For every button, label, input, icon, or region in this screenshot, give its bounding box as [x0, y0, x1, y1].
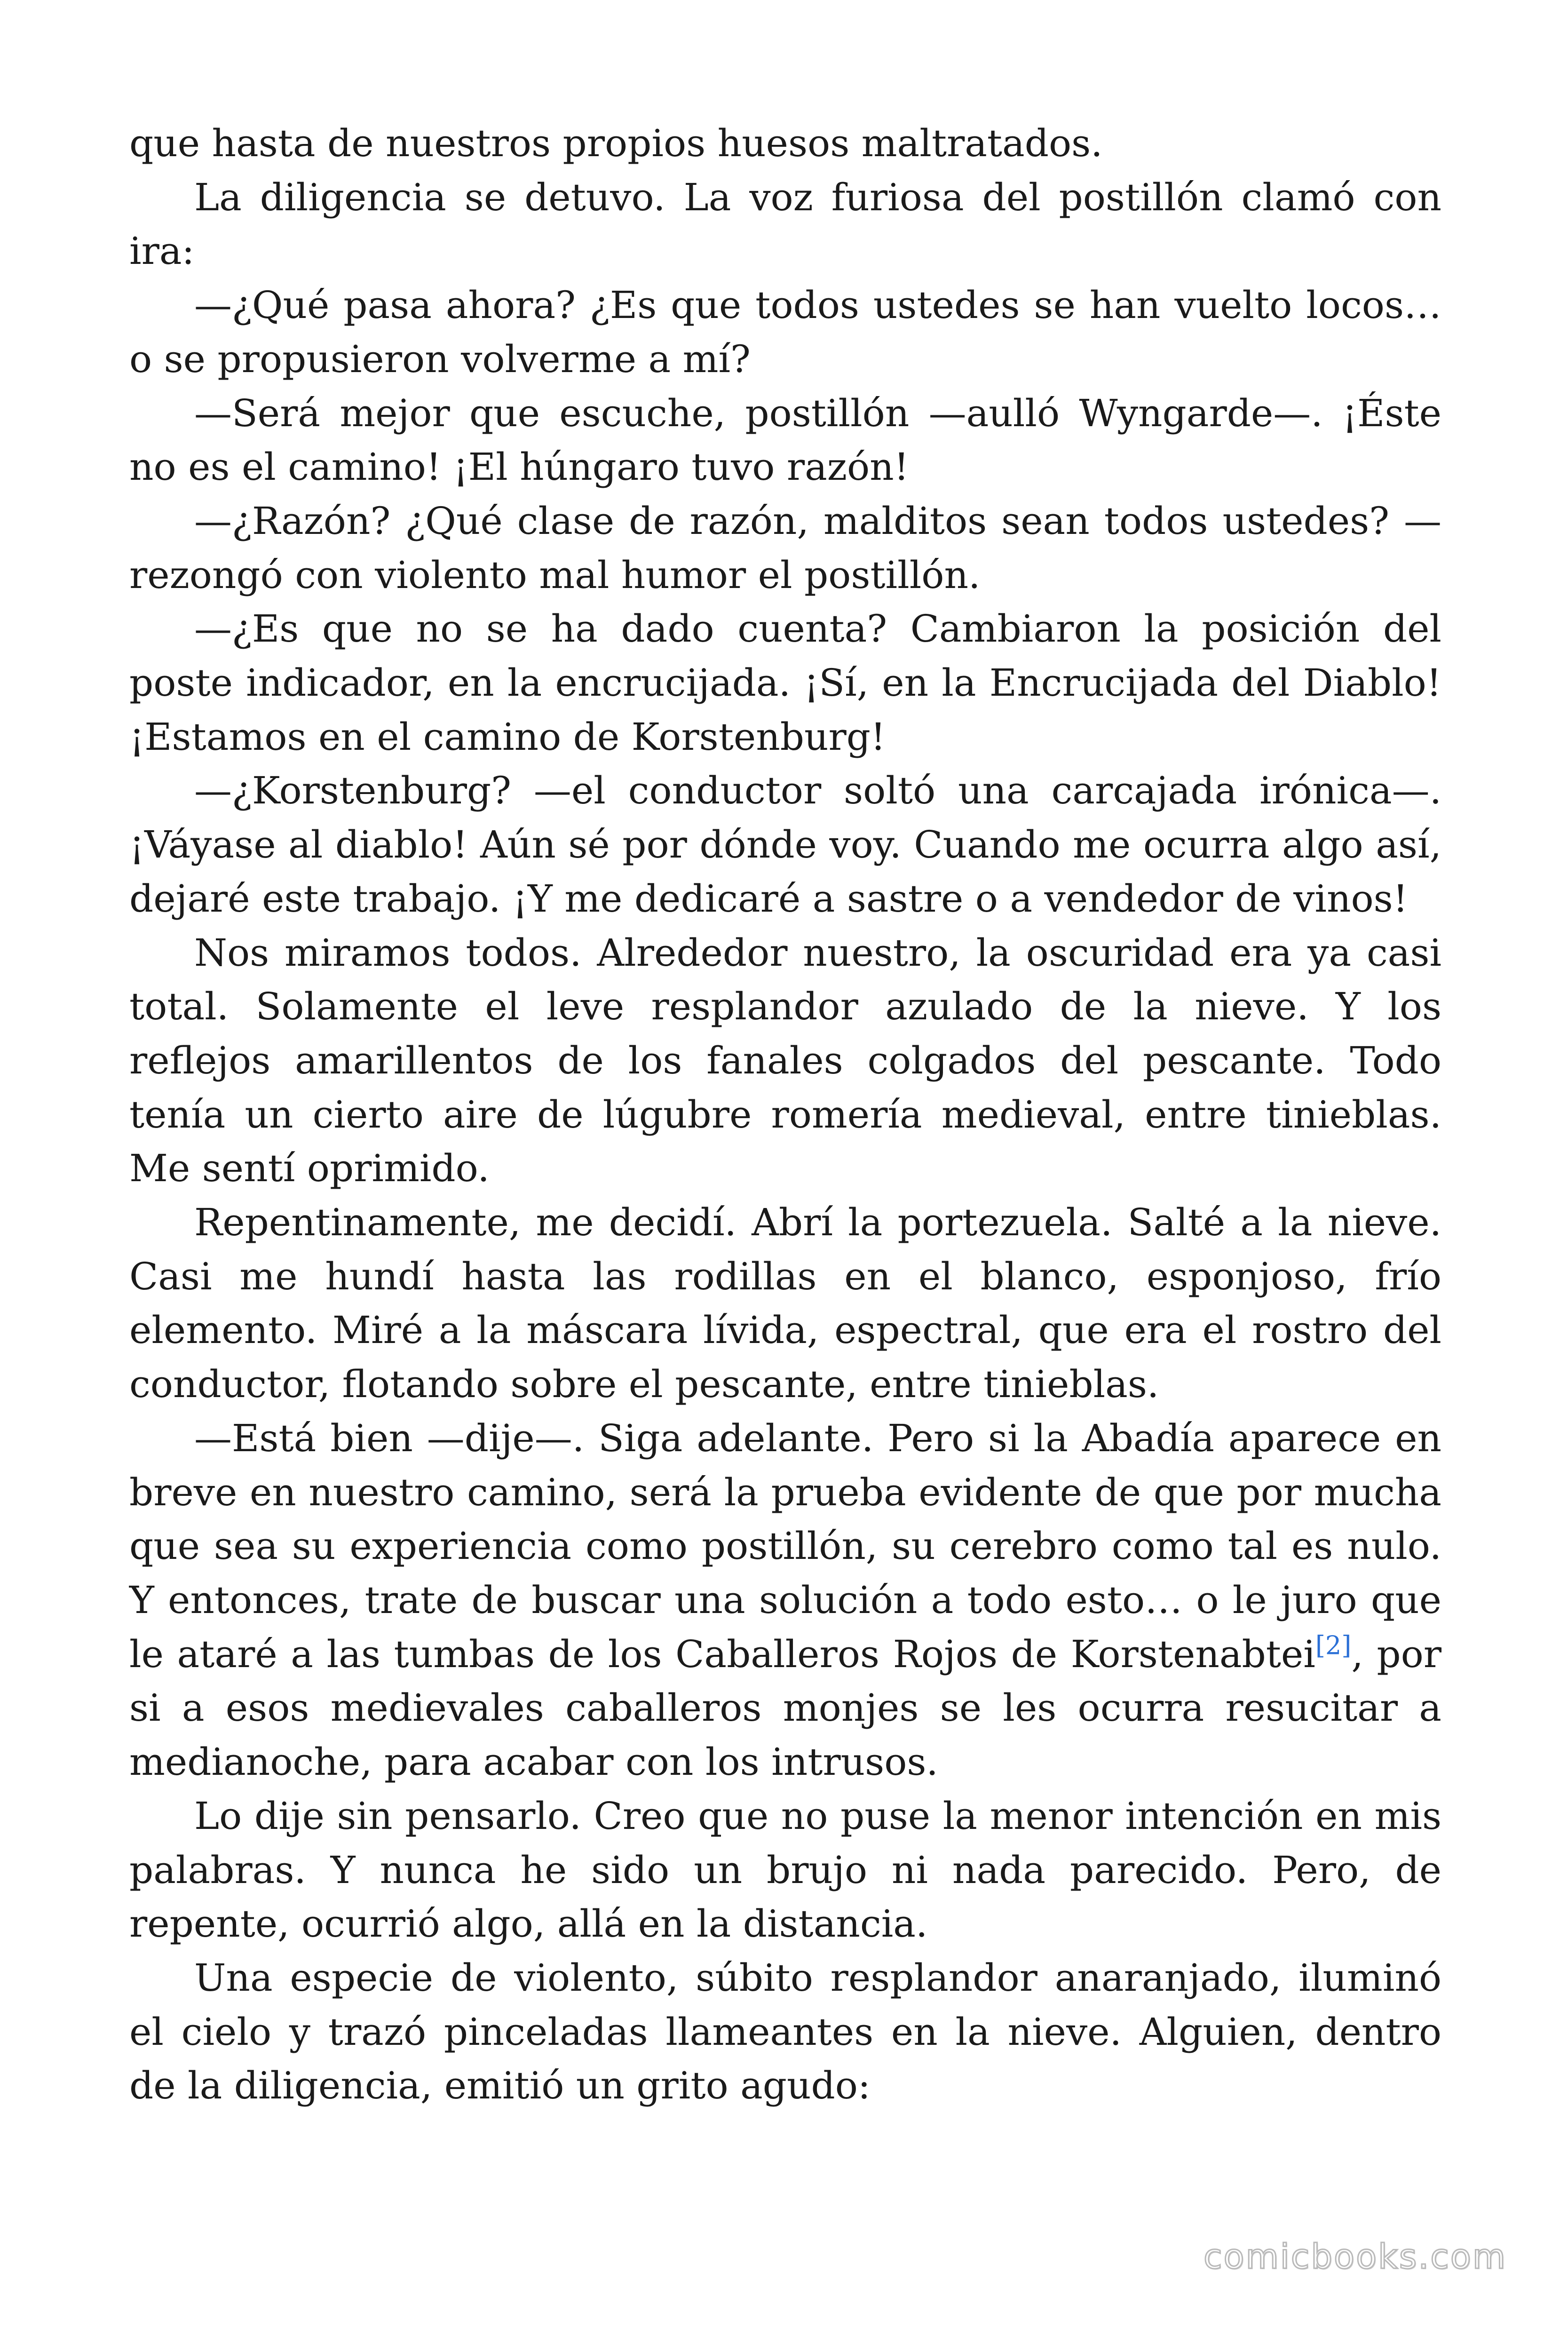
paragraph-5: —¿Es que no se ha dado cuenta? Cambiaron la posición del poste indicador, en la encrucijada. ¡Sí, en la Encrucijada del Diablo! ¡Estamos en el camino de Korstenburg! [129, 607, 1441, 759]
paragraph-4: —¿Razón? ¿Qué clase de razón, malditos sean todos ustedes? —rezongó con violento mal humor el postillón. [129, 499, 1441, 597]
paragraph-0: que hasta de nuestros propios huesos maltratados. [129, 121, 1103, 165]
paragraph-6: —¿Korstenburg? —el conductor soltó una carcajada irónica—. ¡Váyase al diablo! Aún sé por dónde voy. Cuando me ocurra algo así, dejaré este trabajo. ¡Y me dedicaré a sastre o a vendedor de vinos! [129, 769, 1441, 921]
paragraph-9-text-after: , por si a esos medievales caballeros monjes se les ocurra resucitar a medianoche, para acabar con los intrusos. [129, 1632, 1441, 1784]
paragraph-9-text-before: —Está bien —dije—. Siga adelante. Pero si la Abadía aparece en breve en nuestro camino, será la prueba evidente de que por mucha que sea su experiencia como postillón, su cerebro como tal es nulo. Y entonces, trate de buscar una solución a todo esto… o le juro que le ataré a las tumbas de los Caballeros Rojos de Korstenabtei [129, 1416, 1441, 1676]
watermark-logo: comicbooks.com [1203, 2237, 1507, 2276]
body-text [129, 117, 1441, 2113]
paragraph-3: —Será mejor que escuche, postillón —aulló Wyngarde—. ¡Éste no es el camino! ¡El húngaro tuvo razón! [129, 391, 1441, 489]
paragraph-8: Repentinamente, me decidí. Abrí la portezuela. Salté a la nieve. Casi me hundí hasta las rodillas en el blanco, esponjoso, frío elemento. Miré a la máscara lívida, espectral, que era el rostro del conductor, flotando sobre el pescante, entre tinieblas. [129, 1200, 1441, 1406]
paragraph-with-footnote [129, 1412, 1441, 1789]
paragraph-1: La diligencia se detuvo. La voz furiosa del postillón clamó con ira: [129, 175, 1441, 273]
paragraph-7: Nos miramos todos. Alrededor nuestro, la oscuridad era ya casi total. Solamente el leve resplandor azulado de la nieve. Y los reflejos amarillentos de los fanales colgados del pescante. Todo tenía un cierto aire de lúgubre romería medieval, entre tinieblas. Me sentí oprimido. [129, 930, 1441, 1191]
paragraph-11: Una especie de violento, súbito resplandor anaranjado, iluminó el cielo y trazó pinceladas llameantes en la nieve. Alguien, dentro de la diligencia, emitió un grito agudo: [129, 1955, 1441, 2108]
paragraph-10: Lo dije sin pensarlo. Creo que no puse la menor intención en mis palabras. Y nunca he sido un brujo ni nada parecido. Pero, de repente, ocurrió algo, allá en la distancia. [129, 1794, 1441, 1946]
paragraph-2: —¿Qué pasa ahora? ¿Es que todos ustedes se han vuelto locos… o se propusieron volverme a mí? [129, 283, 1441, 381]
footnote-reference-link[interactable]: [2] [1315, 1630, 1352, 1661]
